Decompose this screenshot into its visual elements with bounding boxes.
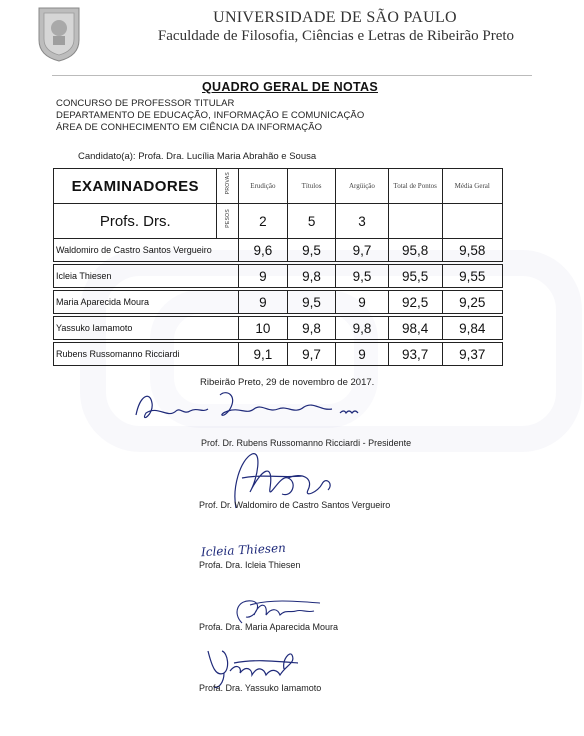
col-titulos: Títulos: [288, 169, 336, 204]
signature-label-waldomiro: Prof. Dr. Waldomiro de Castro Santos Vergueiro: [199, 500, 391, 510]
signature-label-yassuko: Profa. Dra. Yassuko Iamamoto: [199, 683, 322, 693]
examiner-name: Rubens Russomanno Ricciardi: [54, 343, 239, 366]
col-arguicao: Argüição: [336, 169, 389, 204]
grade-media: 9,58: [442, 239, 503, 262]
examiner-name: Icleia Thiesen: [54, 265, 239, 288]
university-name: UNIVERSIDADE DE SÃO PAULO: [213, 9, 457, 26]
weight-media-empty: [442, 204, 503, 239]
profs-header: Profs. Drs.: [54, 204, 217, 239]
grades-table: [53, 168, 503, 366]
header-divider: [52, 75, 532, 76]
grade-total: 92,5: [388, 291, 442, 314]
examiner-name: Waldomiro de Castro Santos Vergueiro: [54, 239, 239, 262]
grade-arguicao: 9,7: [336, 239, 389, 262]
grade-media: 9,84: [442, 317, 503, 340]
grade-total: 93,7: [388, 343, 442, 366]
grade-erudicao: 9,1: [238, 343, 287, 366]
table-row: [54, 343, 503, 366]
grade-media: 9,55: [442, 265, 503, 288]
weight-titulos: 5: [288, 204, 336, 239]
grade-total: 95,5: [388, 265, 442, 288]
pesos-label: PESOS: [224, 209, 231, 228]
col-erudicao: Erudição: [238, 169, 287, 204]
grade-arguicao: 9,8: [336, 317, 389, 340]
grade-arguicao: 9: [336, 343, 389, 366]
grade-arguicao: 9: [336, 291, 389, 314]
table-row: [54, 239, 503, 262]
weight-arguicao: 3: [336, 204, 389, 239]
grade-arguicao: 9,5: [336, 265, 389, 288]
signature-label-rubens: Prof. Dr. Rubens Russomanno Ricciardi - Presidente: [201, 438, 412, 448]
signature-label-icleia: Profa. Dra. Icleia Thiesen: [199, 560, 301, 570]
grade-titulos: 9,7: [288, 343, 336, 366]
grade-erudicao: 9: [238, 291, 287, 314]
document-title: QUADRO GERAL DE NOTAS: [202, 80, 378, 94]
candidate-line: Candidato(a): Profa. Dra. Lucília Maria Abrahão e Sousa: [78, 151, 317, 162]
table-row: [54, 265, 503, 288]
grade-erudicao: 10: [238, 317, 287, 340]
signature-rubens: [128, 385, 388, 437]
place-date: Ribeirão Preto, 29 de novembro de 2017.: [200, 377, 375, 388]
faculty-name: Faculdade de Filosofia, Ciências e Letras de Ribeirão Preto: [157, 28, 515, 44]
contest-line: CONCURSO DE PROFESSOR TITULAR: [56, 98, 235, 109]
department-line: DEPARTAMENTO DE EDUCAÇÃO, INFORMAÇÃO E COMUNICAÇÃO: [56, 110, 365, 121]
grade-titulos: 9,5: [288, 291, 336, 314]
table-row: [54, 291, 503, 314]
table-row: [54, 317, 503, 340]
signature-label-maria: Profa. Dra. Maria Aparecida Moura: [199, 622, 339, 632]
grade-erudicao: 9,6: [238, 239, 287, 262]
grade-media: 9,37: [442, 343, 503, 366]
weight-erudicao: 2: [238, 204, 287, 239]
examiner-name: Maria Aparecida Moura: [54, 291, 239, 314]
grade-titulos: 9,5: [288, 239, 336, 262]
grade-media: 9,25: [442, 291, 503, 314]
col-total: Total de Pontos: [388, 169, 442, 204]
examiner-name: Yassuko Iamamoto: [54, 317, 239, 340]
grade-total: 98,4: [388, 317, 442, 340]
col-media: Média Geral: [442, 169, 503, 204]
weight-total-empty: [388, 204, 442, 239]
area-line: ÁREA DE CONHECIMENTO EM CIÊNCIA DA INFORMAÇÃO: [56, 122, 323, 133]
grade-erudicao: 9: [238, 265, 287, 288]
grade-total: 95,8: [388, 239, 442, 262]
examiners-header: EXAMINADORES: [54, 169, 217, 204]
grade-titulos: 9,8: [288, 317, 336, 340]
provas-label: PROVAS: [224, 172, 231, 195]
signature-icleia: Icleia Thiesen: [200, 540, 287, 560]
university-seal-logo: [37, 6, 81, 62]
grade-titulos: 9,8: [288, 265, 336, 288]
